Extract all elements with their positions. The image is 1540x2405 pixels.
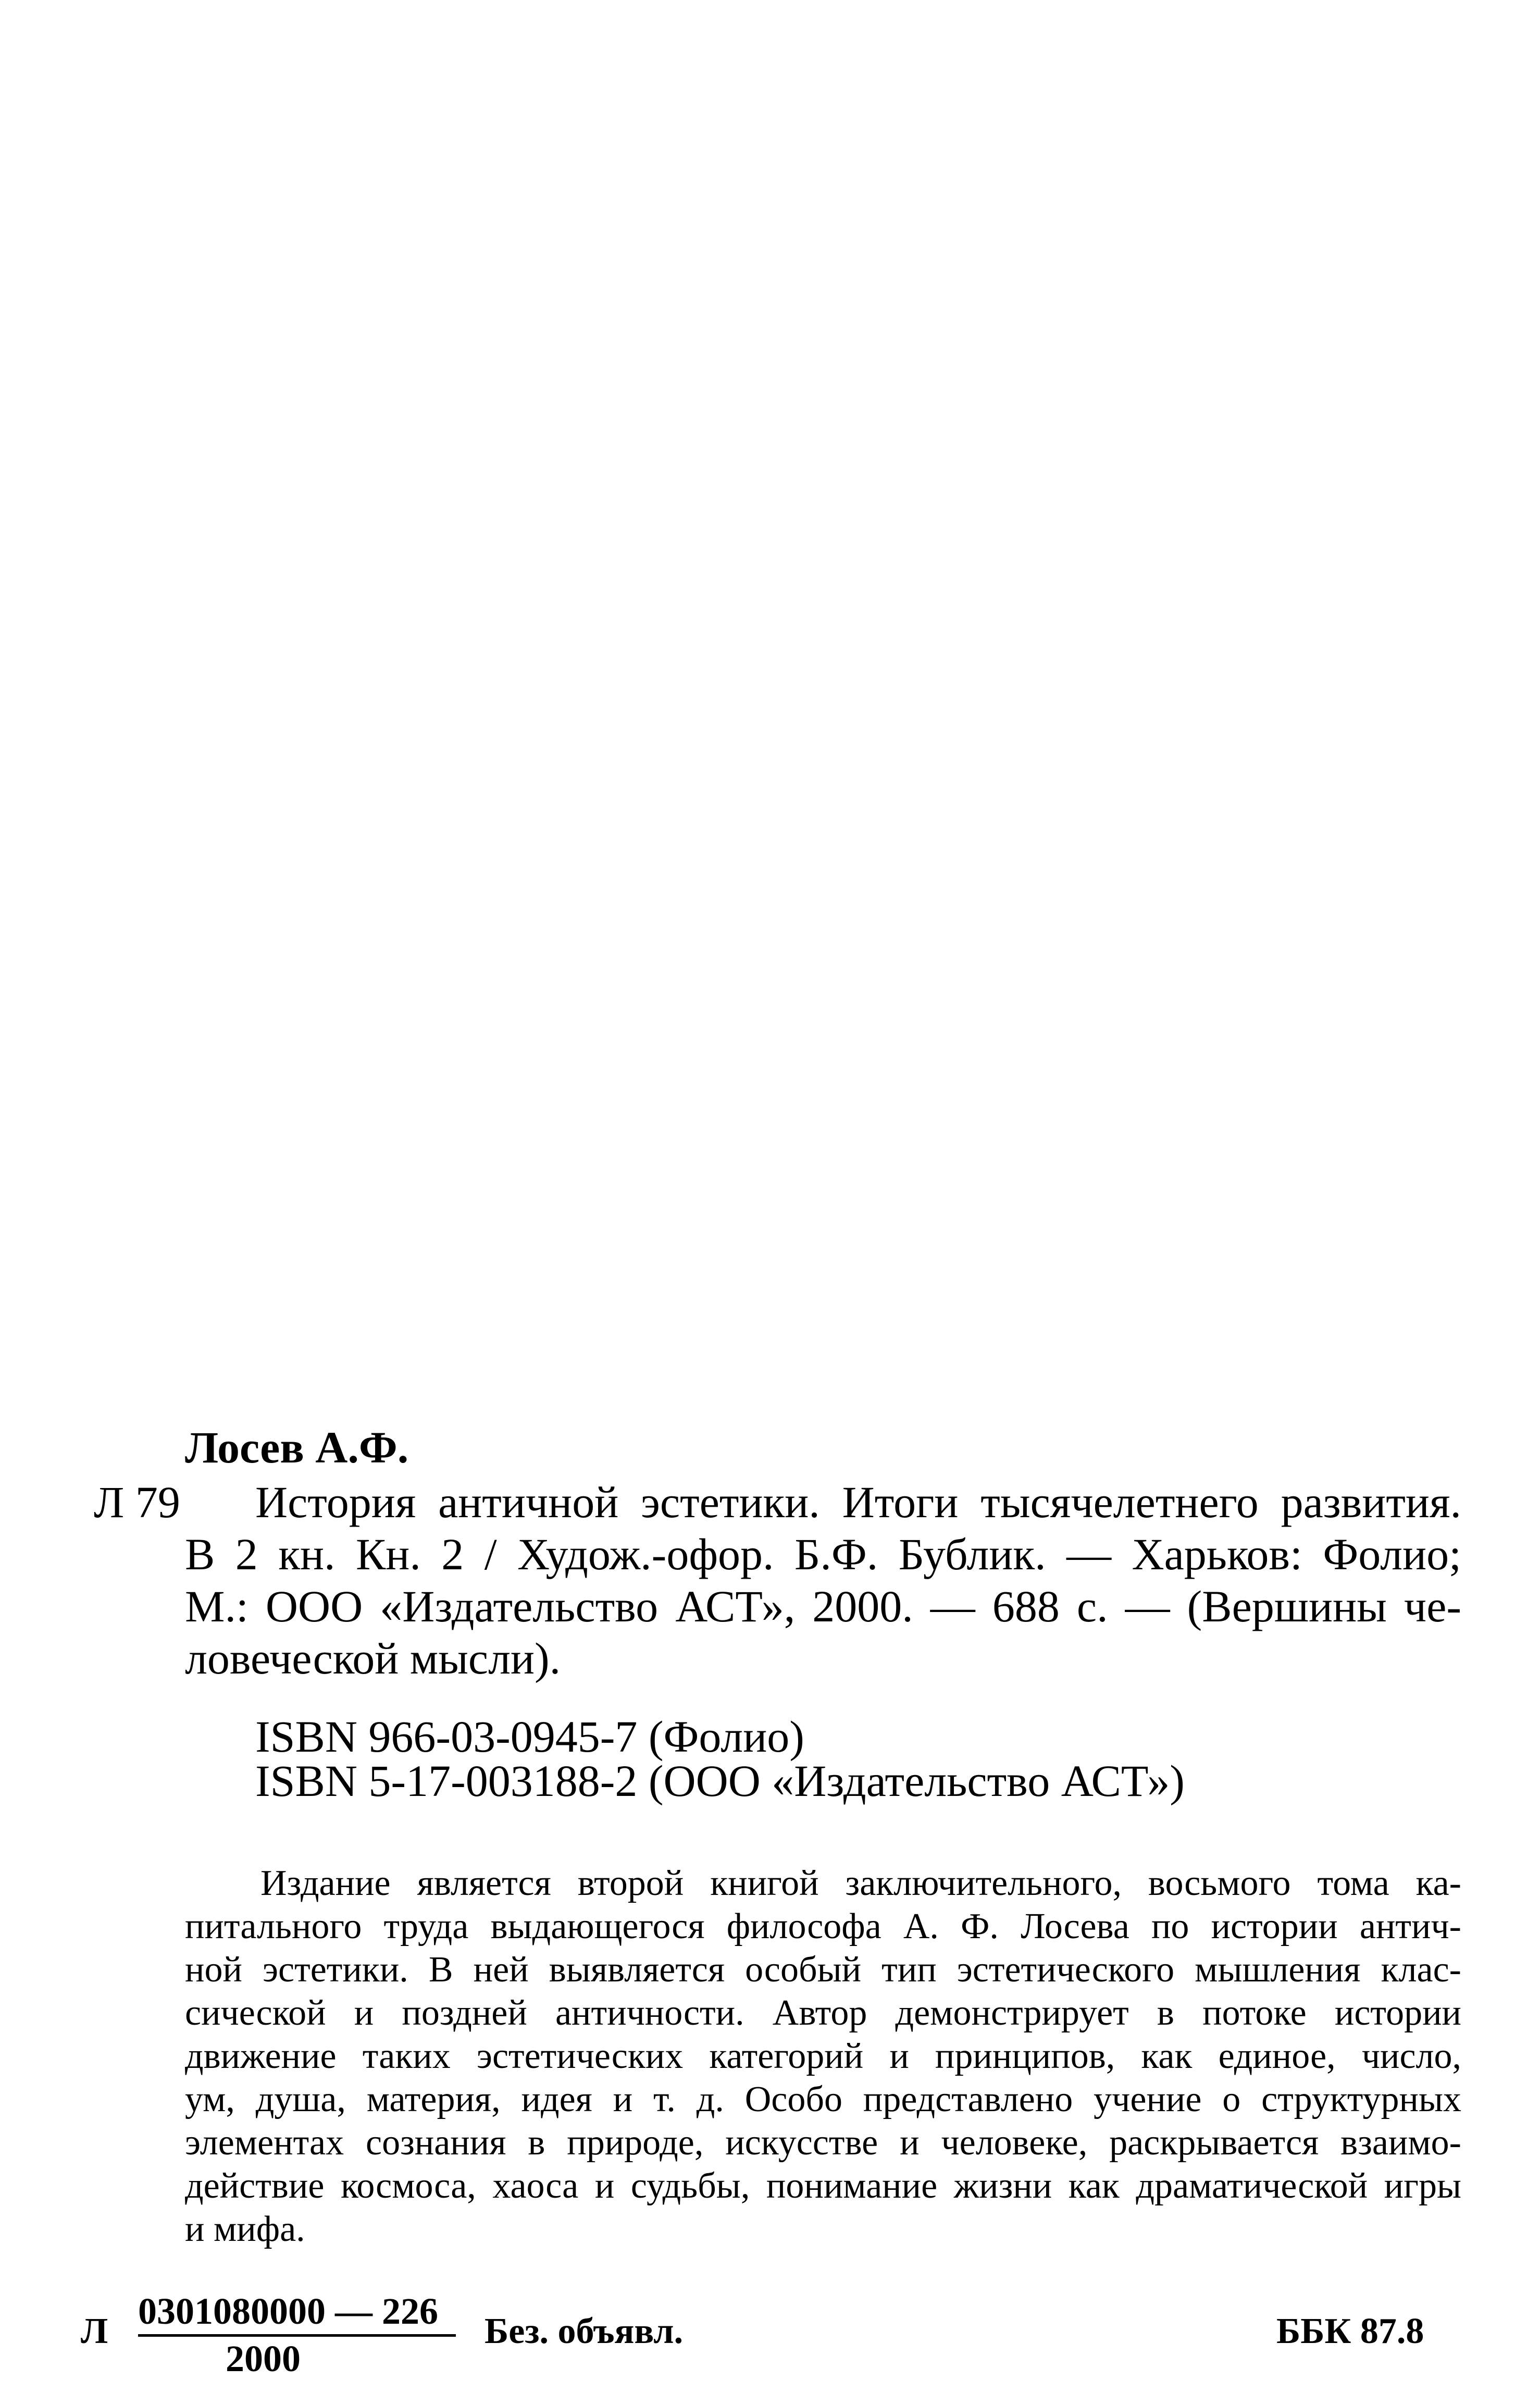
annotation-line-3: ной эстетики. В ней выявляется особый тип эстетического мышления клас- [185,1950,1461,1990]
annotation-line-6: ум, душа, материя, идея и т. д. Особо представлено учение о структурных [185,2079,1461,2119]
classmark: Л 79 [94,1477,180,1527]
description-line-1: История античной эстетики. Итоги тысячелетнего развития. [255,1477,1461,1527]
description-line-2: В 2 кн. Кн. 2 / Худож.-офор. Б.Ф. Бублик. — Харьков: Фолио; [185,1529,1461,1579]
annotation-line-2: питального труда выдающегося философа А. Ф. Лосева по истории антич- [185,1906,1461,1947]
publisher-code-numerator: 0301080000 — 226 [138,2292,456,2337]
isbn-ast: ISBN 5-17-003188-2 (ООО «Издательство АСТ») [255,1756,1185,1806]
annotation-line-5: движение таких эстетических категорий и принципов, как единое, число, [185,2036,1461,2076]
bbk-index: ББК 87.8 [1276,2311,1424,2351]
annotation-line-7: элементах сознания в природе, искусстве и человеке, раскрывается взаимо- [185,2123,1461,2163]
publisher-code-fraction [138,2292,456,2377]
description-line-3: М.: ООО «Издательство АСТ», 2000. — 688 с. — (Вершины че- [185,1581,1461,1631]
annotation-line-8: действие космоса, хаоса и судьбы, понимание жизни как драматической игры [185,2166,1461,2206]
isbn-folio: ISBN 966-03-0945-7 (Фолио) [255,1712,804,1762]
author-name: Лосев А.Ф. [185,1422,409,1472]
annotation-line-1: Издание является второй книгой заключительного, восьмого тома ка- [260,1863,1461,1903]
footer-letter: Л [81,2311,108,2351]
no-announcement-note: Без. объявл. [485,2311,684,2351]
description-line-4: ловеческой мысли). [185,1633,561,1683]
annotation-line-9: и мифа. [185,2209,305,2249]
publisher-code-denominator: 2000 [226,2338,301,2379]
annotation-line-4: сической и поздней античности. Автор демонстрирует в потоке истории [185,1993,1461,2033]
